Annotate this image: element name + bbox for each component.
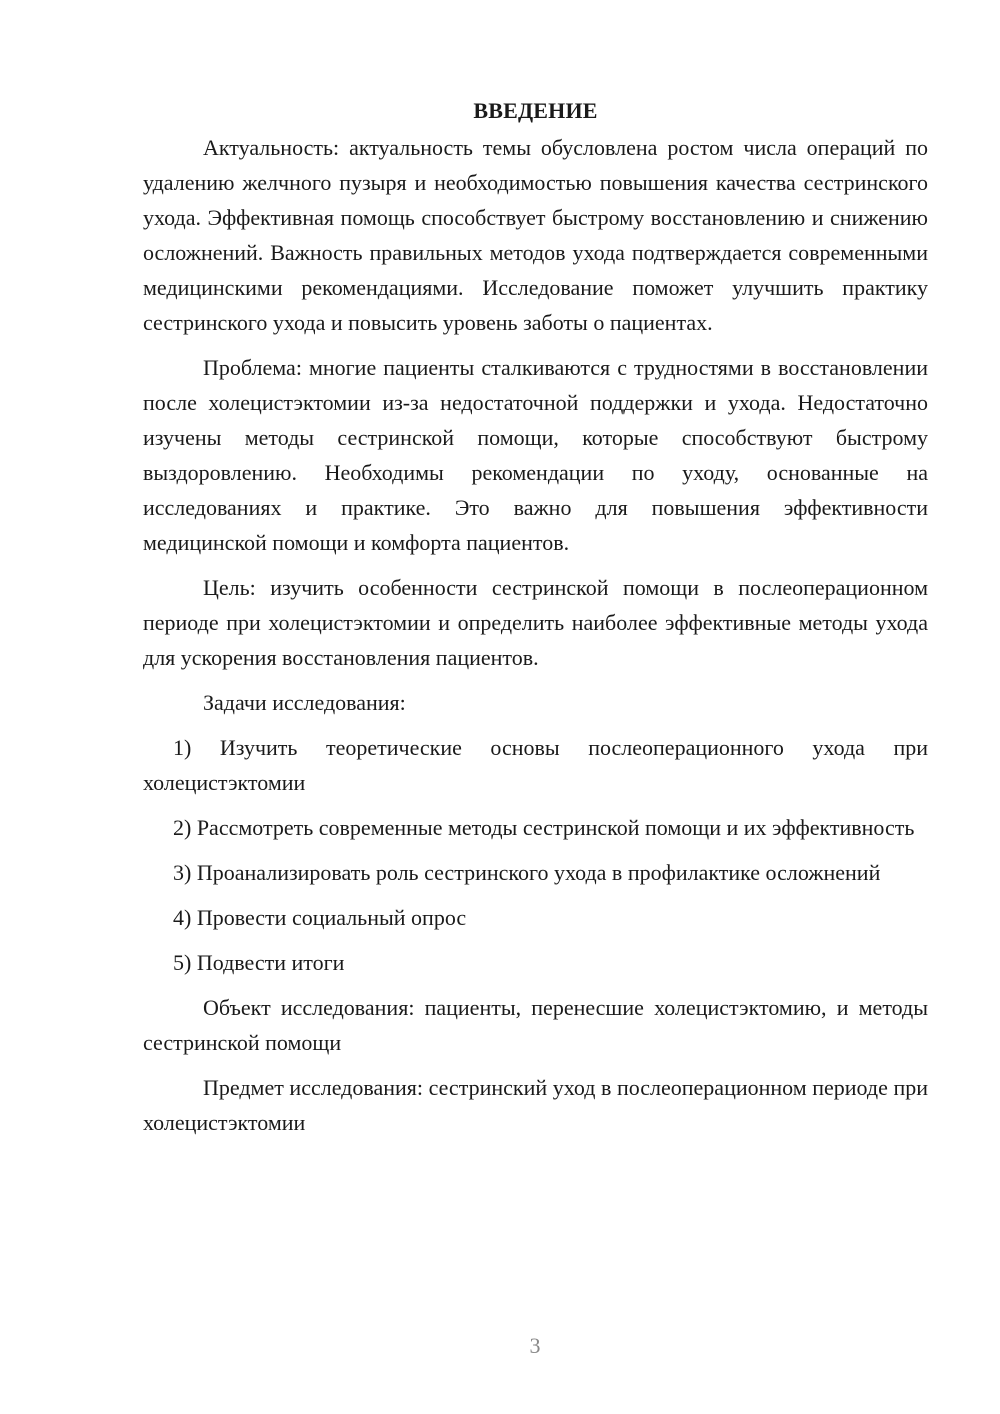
- task-item: 2) Рассмотреть современные методы сестринской помощи и их эффективность: [173, 815, 915, 840]
- page-title: ВВЕДЕНИЕ: [473, 98, 598, 123]
- page-number: 3: [529, 1333, 541, 1358]
- page-content: [143, 96, 928, 1140]
- paragraph-goal: Цель: изучить особенности сестринской помощи в послеоперационном периоде при холецистэктомии и определить наиболее эффективные методы ухода для ускорения восстановления пациентов.: [143, 575, 928, 670]
- paragraph-subject: Предмет исследования: сестринский уход в послеоперационном периоде при холецистэктомии: [143, 1075, 928, 1135]
- paragraph-object: Объект исследования: пациенты, перенесшие холецистэктомию, и методы сестринской помощи: [143, 995, 928, 1055]
- paragraph-problem: Проблема: многие пациенты сталкиваются с трудностями в восстановлении после холецистэктомии из-за недостаточной поддержки и ухода. Недостаточно изучены методы сестринской помощи, которые способствуют быстрому выздоровлению. Необходимы рекомендации по уходу, основанные на исследованиях и практике. Это важно для повышения эффективности медицинской помощи и комфорта пациентов.: [143, 355, 928, 555]
- task-item: 3) Проанализировать роль сестринского ухода в профилактике осложнений: [173, 860, 881, 885]
- task-item: 4) Провести социальный опрос: [173, 905, 467, 930]
- paragraph-relevance: Актуальность: актуальность темы обусловлена ростом числа операций по удалению желчного пузыря и необходимостью повышения качества сестринского ухода. Эффективная помощь способствует быстрому восстановлению и снижению осложнений. Важность правильных методов ухода подтверждается современными медицинскими рекомендациями. Исследование поможет улучшить практику сестринского ухода и повысить уровень заботы о пациентах.: [143, 135, 928, 335]
- task-item: 1) Изучить теоретические основы послеоперационного ухода при холецистэктомии: [143, 735, 928, 795]
- task-item: 5) Подвести итоги: [173, 950, 345, 975]
- paragraph-tasks-heading: Задачи исследования:: [203, 690, 406, 715]
